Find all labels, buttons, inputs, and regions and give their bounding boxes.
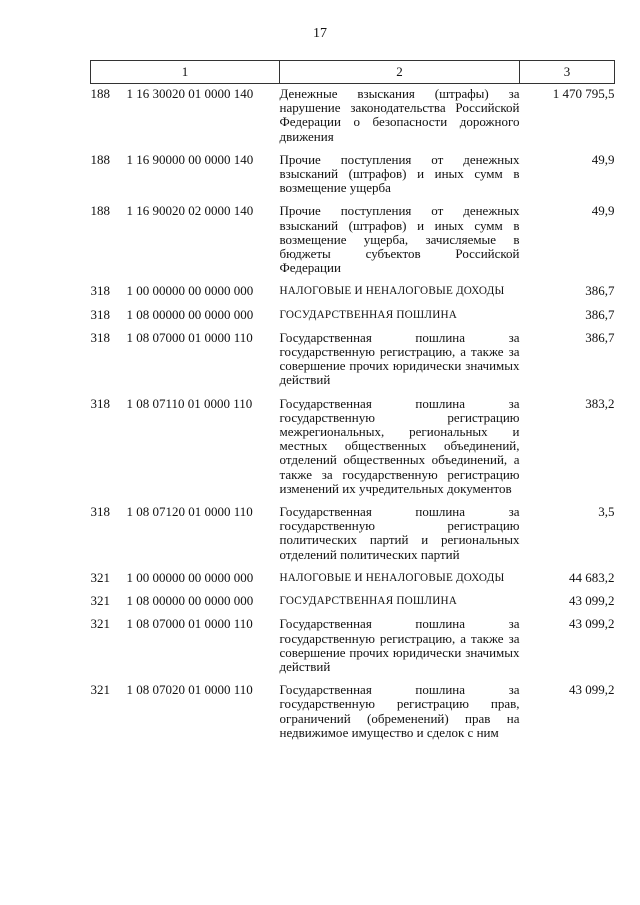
revenue-code-cell: 1 08 07020 01 0000 110 [126,682,253,698]
revenue-name-cell: Государственная пошлина за государственную регистрацию прав, ограничений (обременений) прав на недвижимое имущество и сделок с ним [279,682,520,740]
amount-cell: 43 099,2 [569,616,615,632]
revenue-name-cell: Государственная пошлина за государственную регистрацию межрегиональных, региональных и местных общественных объединений, отделений общественных объединений, а также за государственную регистрацию изменений их учредительных документов [279,395,520,496]
admin-code-cell: 318 [90,395,110,411]
revenue-code-cell: 1 08 00000 00 0000 000 [126,593,254,609]
admin-code-cell: 188 [90,86,110,101]
revenue-name-cell: Прочие поступления от денежных взысканий (штрафов) и иных сумм в возмещение ущерба, зачисляемые в бюджеты субъектов Российской Федерации [279,203,520,276]
revenue-name-cell: ГОСУДАРСТВЕННАЯ ПОШЛИНА [279,595,458,608]
revenue-name-cell: Государственная пошлина за государственную регистрацию, а также за совершение прочих юридически значимых действий [279,329,520,388]
amount-cell: 383,2 [585,395,615,411]
admin-code-cell: 321 [90,569,110,585]
table-row [91,201,615,281]
table-row [91,614,615,680]
header-col-1: 1 [91,61,280,84]
revenue-code-cell: 1 00 00000 00 0000 000 [126,569,254,585]
table-header [91,61,615,84]
header-col-2: 2 [280,61,520,84]
amount-cell: 386,7 [585,306,615,322]
table-row [91,568,615,591]
amount-cell: 1 470 795,5 [552,86,615,101]
revenue-name-cell: Государственная пошлина за государственную регистрацию, а также за совершение прочих юридически значимых действий [279,616,520,674]
admin-code-cell: 188 [90,151,110,167]
admin-code-cell: 318 [90,329,110,345]
page-number: 17 [313,26,327,41]
admin-code-cell: 321 [90,593,110,609]
table-row [91,591,615,614]
table-row [91,305,615,328]
table-row [91,502,615,568]
revenue-code-cell: 1 08 00000 00 0000 000 [126,306,254,322]
revenue-code-cell: 1 16 90000 00 0000 140 [126,151,254,167]
admin-code-cell: 318 [90,504,110,520]
revenue-name-cell: НАЛОГОВЫЕ И НЕНАЛОГОВЫЕ ДОХОДЫ [279,571,505,584]
admin-code-cell: 321 [90,616,110,632]
table-body [91,84,615,746]
revenue-name-cell: Государственная пошлина за государственную регистрацию политических партий и региональных отделений политических партий [279,504,520,562]
revenue-name-cell: ГОСУДАРСТВЕННАЯ ПОШЛИНА [279,308,458,321]
admin-code-cell: 321 [90,682,110,698]
revenue-name-cell: Прочие поступления от денежных взысканий (штрафов) и иных сумм в возмещение ущерба [279,151,520,196]
revenue-name-cell: НАЛОГОВЫЕ И НЕНАЛОГОВЫЕ ДОХОДЫ [279,285,505,298]
admin-code-cell: 188 [90,203,110,219]
amount-cell: 43 099,2 [569,682,615,698]
amount-cell: 49,9 [591,151,615,167]
admin-code-cell: 318 [90,283,110,299]
revenue-code-cell: 1 08 07120 01 0000 110 [126,504,253,520]
table-row [91,281,615,304]
table-row [91,328,615,394]
revenue-code-cell: 1 16 30020 01 0000 140 [126,86,254,101]
revenue-code-cell: 1 08 07110 01 0000 110 [126,395,253,411]
table-row [91,394,615,502]
budget-revenue-table [90,60,615,746]
table-row [91,150,615,202]
revenue-code-cell: 1 08 07000 01 0000 110 [126,616,253,632]
revenue-code-cell: 1 08 07000 01 0000 110 [126,329,253,345]
amount-cell: 43 099,2 [569,593,615,609]
amount-cell: 386,7 [585,329,615,345]
revenue-code-cell: 1 16 90020 02 0000 140 [126,203,254,219]
amount-cell: 44 683,2 [569,569,615,585]
table-row [91,680,615,746]
header-row [91,61,615,84]
amount-cell: 3,5 [598,504,615,520]
table-row [91,84,615,150]
revenue-code-cell: 1 00 00000 00 0000 000 [126,283,254,299]
header-col-3: 3 [520,61,615,84]
amount-cell: 49,9 [591,203,615,219]
admin-code-cell: 318 [90,306,110,322]
amount-cell: 386,7 [585,283,615,299]
revenue-name-cell: Денежные взыскания (штрафы) за нарушение законодательства Российской Федерации о безопасности дорожного движения [279,86,520,144]
